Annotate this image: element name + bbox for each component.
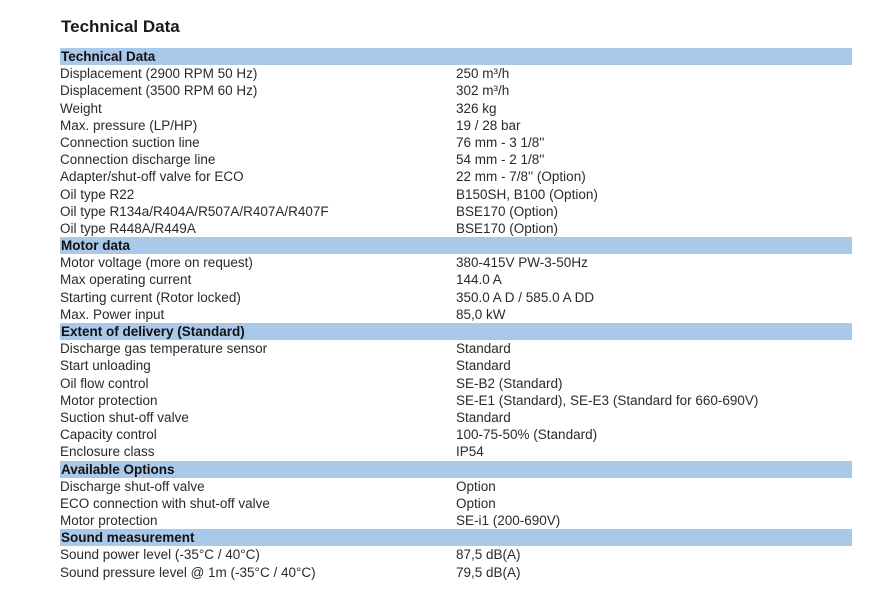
spec-value: 22 mm - 7/8'' (Option)	[456, 169, 586, 185]
section-body	[60, 254, 852, 323]
page-title: Technical Data	[61, 17, 180, 36]
table-row	[60, 392, 852, 409]
spec-section	[60, 323, 852, 461]
table-row	[60, 117, 852, 134]
table-row	[60, 289, 852, 306]
table-row	[60, 271, 852, 288]
spec-value: 54 mm - 2 1/8''	[456, 152, 545, 168]
table-row	[60, 254, 852, 271]
table-row	[60, 426, 852, 443]
spec-label: Motor voltage (more on request)	[60, 255, 253, 271]
table-row	[60, 443, 852, 460]
spec-value: BSE170 (Option)	[456, 203, 559, 219]
spec-label: Connection suction line	[60, 134, 200, 150]
section-header-label: Motor data	[61, 238, 130, 254]
table-row	[60, 409, 852, 426]
section-header	[60, 461, 852, 478]
table-row	[60, 151, 852, 168]
spec-label: Sound power level (-35°C / 40°C)	[60, 547, 260, 563]
table-row	[60, 546, 852, 563]
spec-label: Weight	[60, 100, 102, 116]
spec-label: Starting current (Rotor locked)	[60, 289, 241, 305]
table-row	[60, 306, 852, 323]
table-row	[60, 82, 852, 99]
spec-label: Connection discharge line	[60, 152, 216, 168]
table-row	[60, 168, 852, 185]
spec-label: Max. Power input	[60, 306, 165, 322]
spec-label: Start unloading	[60, 358, 151, 374]
section-header	[60, 48, 852, 65]
section-header	[60, 529, 852, 546]
spec-label: Motor protection	[60, 513, 158, 529]
table-row	[60, 134, 852, 151]
spec-value: BSE170 (Option)	[456, 220, 559, 236]
spec-label: Oil type R448A/R449A	[60, 220, 196, 236]
spec-value: Option	[456, 495, 496, 511]
spec-value: Standard	[456, 409, 511, 425]
table-row	[60, 340, 852, 357]
spec-value: 350.0 A D / 585.0 A DD	[456, 289, 595, 305]
spec-value: 19 / 28 bar	[456, 117, 521, 133]
spec-value: Standard	[456, 358, 511, 374]
spec-label: Sound pressure level @ 1m (-35°C / 40°C)	[60, 564, 316, 580]
spec-label: Displacement (2900 RPM 50 Hz)	[60, 66, 258, 82]
table-row	[60, 357, 852, 374]
spec-label: Max operating current	[60, 272, 192, 288]
spec-value: SE-E1 (Standard), SE-E3 (Standard for 660-690V)	[456, 392, 759, 408]
spec-value: 100-75-50% (Standard)	[456, 427, 598, 443]
spec-label: Max. pressure (LP/HP)	[60, 117, 198, 133]
spec-label: Oil type R134a/R404A/R507A/R407A/R407F	[60, 203, 329, 219]
spec-label: Suction shut-off valve	[60, 409, 189, 425]
section-header	[60, 237, 852, 254]
section-header-label: Available Options	[61, 461, 175, 477]
spec-value: 302 m³/h	[456, 83, 510, 99]
table-row	[60, 186, 852, 203]
spec-value: B150SH, B100 (Option)	[456, 186, 598, 202]
spec-value: IP54	[456, 444, 484, 460]
table-row	[60, 203, 852, 220]
spec-label: Displacement (3500 RPM 60 Hz)	[60, 83, 258, 99]
section-body	[60, 340, 852, 460]
section-header	[60, 323, 852, 340]
table-row	[60, 478, 852, 495]
spec-label: Motor protection	[60, 392, 158, 408]
spec-section	[60, 461, 852, 530]
spec-value: 85,0 kW	[456, 306, 506, 322]
spec-value: SE-B2 (Standard)	[456, 375, 563, 391]
table-row	[60, 564, 852, 581]
spec-value: SE-i1 (200-690V)	[456, 513, 561, 529]
table-row	[60, 495, 852, 512]
spec-label: Discharge gas temperature sensor	[60, 341, 268, 357]
spec-label: Enclosure class	[60, 444, 155, 460]
spec-label: ECO connection with shut-off valve	[60, 495, 270, 511]
section-header-label: Technical Data	[61, 49, 156, 64]
spec-label: Adapter/shut-off valve for ECO	[60, 169, 244, 185]
table-row	[60, 512, 852, 529]
spec-value: 380-415V PW-3-50Hz	[456, 255, 588, 271]
spec-section	[60, 48, 852, 237]
table-row	[60, 375, 852, 392]
spec-value: Standard	[456, 341, 511, 357]
spec-value: 76 mm - 3 1/8''	[456, 134, 545, 150]
spec-label: Oil type R22	[60, 186, 135, 202]
section-body	[60, 546, 852, 580]
spec-value: 87,5 dB(A)	[456, 547, 521, 563]
spec-label: Capacity control	[60, 427, 157, 443]
spec-value: Option	[456, 478, 496, 494]
spec-section	[60, 237, 852, 323]
spec-value: 144.0 A	[456, 272, 502, 288]
spec-value: 326 kg	[456, 100, 497, 116]
table-row	[60, 100, 852, 117]
table-row	[60, 220, 852, 237]
spec-table	[60, 48, 852, 581]
spec-value: 79,5 dB(A)	[456, 564, 521, 580]
spec-value: 250 m³/h	[456, 66, 510, 82]
section-header-label: Extent of delivery (Standard)	[61, 324, 245, 339]
spec-section	[60, 529, 852, 581]
section-header-label: Sound measurement	[61, 530, 195, 546]
section-body	[60, 478, 852, 530]
section-body	[60, 65, 852, 237]
spec-label: Discharge shut-off valve	[60, 478, 205, 494]
spec-label: Oil flow control	[60, 375, 149, 391]
table-row	[60, 65, 852, 82]
